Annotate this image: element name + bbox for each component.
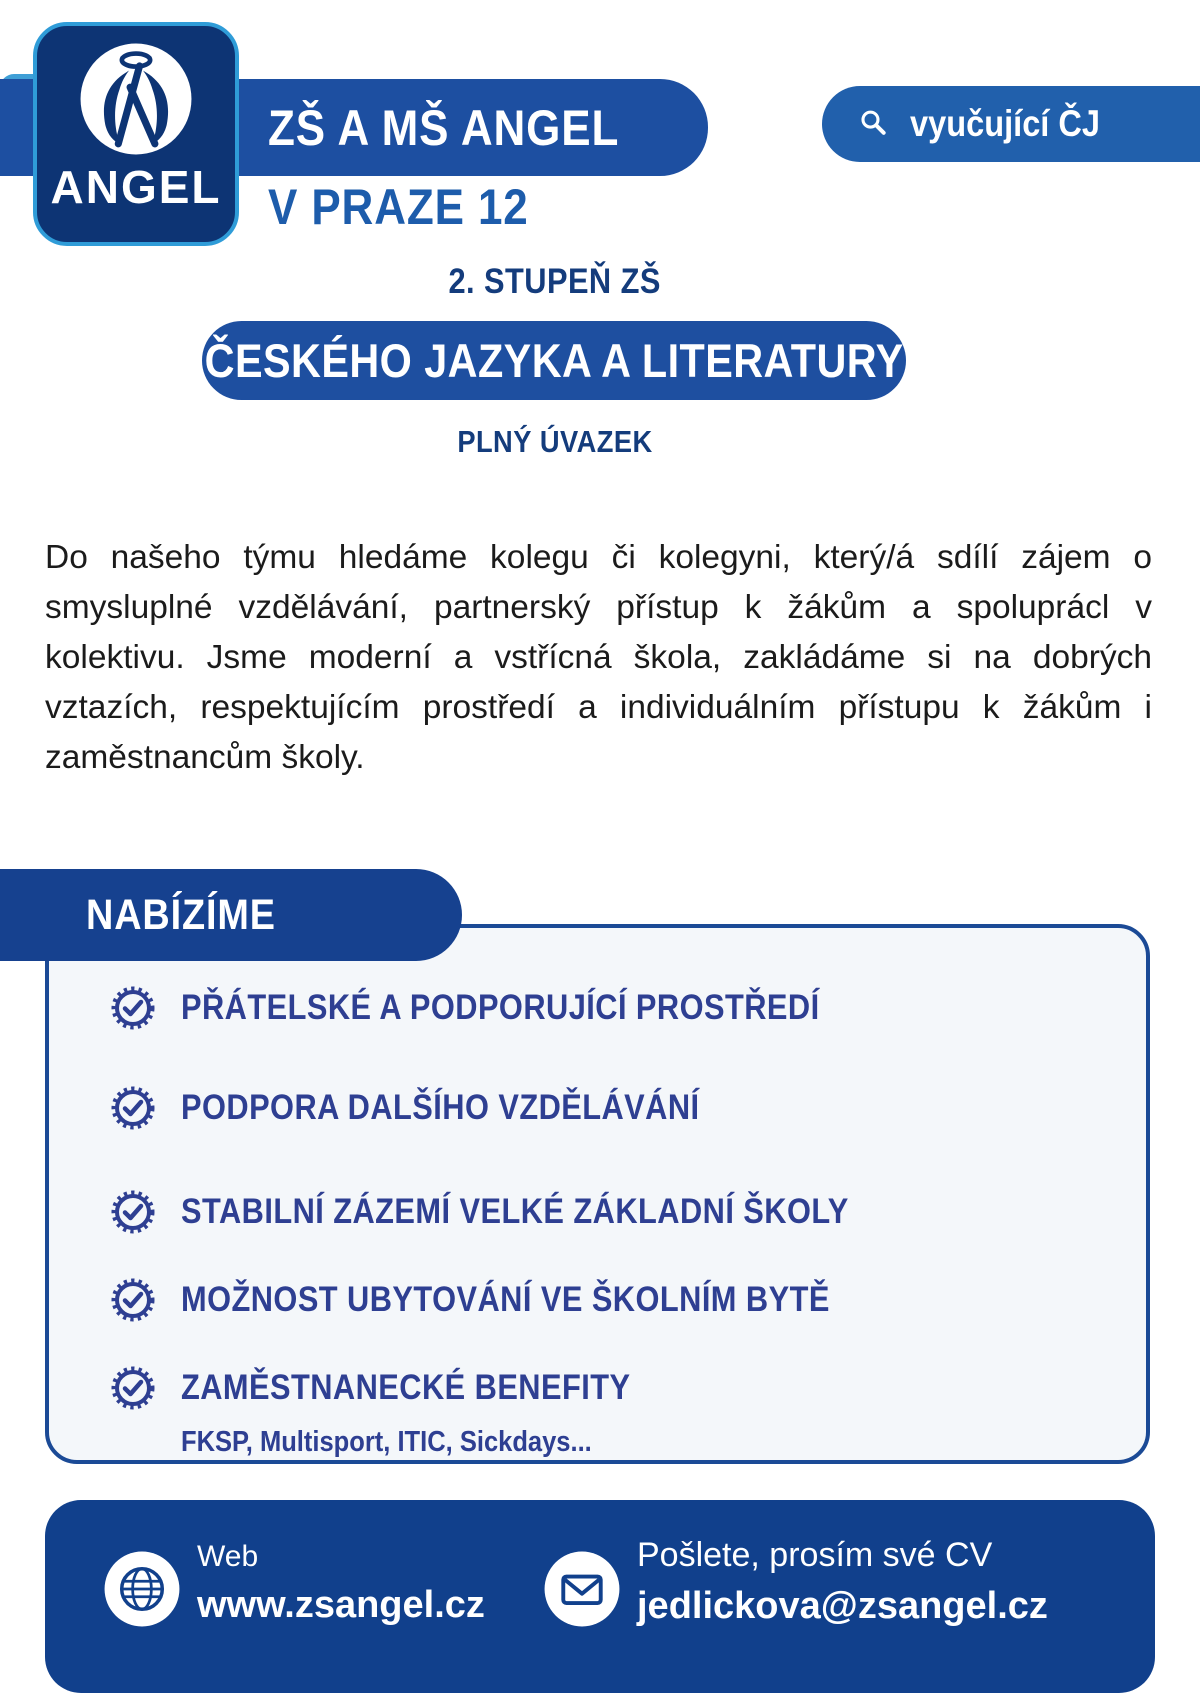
- offer-item-label: ZAMĚSTNANECKÉ BENEFITY: [181, 1368, 631, 1407]
- search-tag-label: vyučující ČJ: [910, 103, 1101, 144]
- globe-icon: [103, 1550, 181, 1628]
- offer-heading-tab: [0, 869, 462, 961]
- badge-check-icon: [109, 1364, 157, 1412]
- position-level: 2. STUPEŇ ZŠ: [448, 262, 662, 301]
- footer-contact-bar: [45, 1500, 1155, 1693]
- offer-item-label: STABILNÍ ZÁZEMÍ VELKÉ ZÁKLADNÍ ŠKOLY: [181, 1192, 849, 1231]
- offer-item: [109, 1188, 940, 1236]
- school-name: ZŠ A MŠ ANGEL: [268, 99, 620, 156]
- badge-check-icon: [109, 1188, 157, 1236]
- badge-check-icon: [109, 1276, 157, 1324]
- web-url[interactable]: www.zsangel.cz: [197, 1584, 485, 1626]
- search-icon: [852, 102, 896, 146]
- position-employment: PLNÝ ÚVAZEK: [457, 424, 653, 459]
- cv-email[interactable]: jedlickova@zsangel.cz: [637, 1585, 1048, 1627]
- offer-item-label: MOŽNOST UBYTOVÁNÍ VE ŠKOLNÍM BYTĚ: [181, 1280, 830, 1319]
- position-subject-pill: [202, 321, 906, 400]
- angel-logo-icon: [77, 40, 195, 158]
- offer-item: [109, 1364, 692, 1412]
- offer-item-label: PODPORA DALŠÍHO VZDĚLÁVÁNÍ: [181, 1088, 700, 1127]
- offer-card: [45, 924, 1150, 1464]
- badge-check-icon: [109, 1084, 157, 1132]
- offer-item: [109, 1276, 918, 1324]
- benefits-detail: FKSP, Multisport, ITIC, Sickdays...: [181, 1426, 592, 1458]
- web-label: Web: [197, 1540, 259, 1573]
- offer-item: [109, 984, 907, 1032]
- school-city: V PRAZE 12: [268, 179, 529, 235]
- badge-check-icon: [109, 984, 157, 1032]
- offer-item-label: PŘÁTELSKÉ A PODPORUJÍCÍ PROSTŘEDÍ: [181, 988, 820, 1027]
- envelope-icon: [543, 1550, 621, 1628]
- offer-item: [109, 1084, 770, 1132]
- school-logo: [33, 22, 239, 246]
- intro-paragraph: Do našeho týmu hledáme kolegu či kolegyni, který/á sdílí zájem o smysluplné vzdělávání, partnerský přístup k žákům a spoluprácl v kolektivu. Jsme moderní a vstřícná škola, zakládáme si na dobrých vztazích, respektujícím prostředí a individuálním přístupu k žákům i zaměstnancům školy.: [45, 539, 1152, 776]
- search-tag-pill: [822, 86, 1200, 162]
- position-subject: ČESKÉHO JAZYKA A LITERATURY: [204, 334, 904, 387]
- cv-label: Pošlete, prosím své CV: [637, 1536, 993, 1574]
- offer-heading: NABÍZÍME: [86, 890, 276, 939]
- logo-wordmark: ANGEL: [50, 161, 222, 213]
